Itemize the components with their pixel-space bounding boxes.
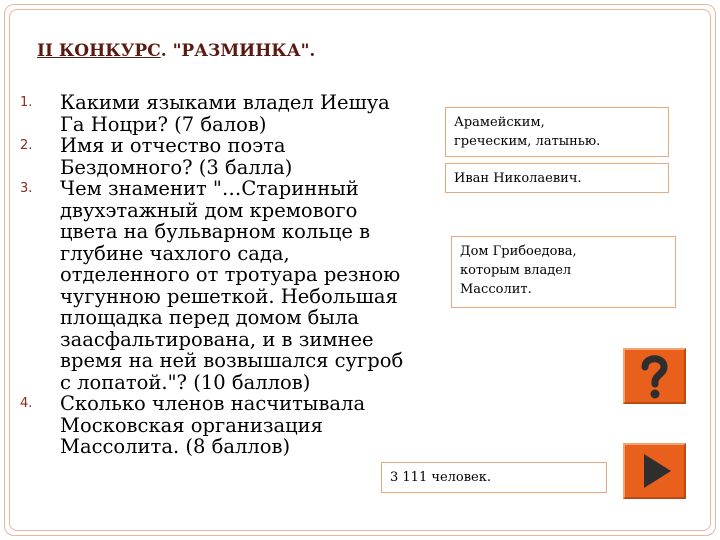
question-number: 2. [20,138,33,153]
question-list [20,92,470,458]
answer-box-2[interactable]: Иван Николаевич. [445,163,669,193]
answer-box-4[interactable]: 3 111 человек. [381,462,607,493]
next-button[interactable] [623,443,686,499]
question-text: Имя и отчество поэта Бездомного? (3 балла) [60,134,293,179]
question-text: Какими языками владел Иешуа Га Ноцри? (7 балов) [60,91,390,136]
answer-box-1[interactable]: Арамейским, греческим, латынью. [445,107,669,157]
question-number: 3. [20,181,33,196]
question-item [20,393,470,458]
play-arrow-icon [625,445,684,497]
title-rest: . "РАЗМИНКА". [160,41,316,61]
question-text: Сколько членов насчитывала Московская организация Массолита. (8 баллов) [60,392,366,458]
question-mark-icon [625,350,684,402]
answer-box-3[interactable]: Дом Грибоедова, которым владел Массолит. [451,236,676,308]
question-item [20,178,470,393]
question-text: Чем знаменит "…Старинный двухэтажный дом кремового цвета на бульварном кольце в глубине чахлого сада, отделенного от тротуара резною чугунною решеткой. Небольшая площадка перед домом была заасфальтирована, и в зимнее время на ней возвышался сугроб с лопатой."? (10 баллов) [60,177,404,394]
question-item [20,92,470,135]
question-item [20,135,470,178]
question-number: 4. [20,396,33,411]
slide-title [37,41,315,61]
question-number: 1. [20,95,33,110]
title-link[interactable]: II КОНКУРС [37,41,161,61]
help-button[interactable] [623,348,686,404]
